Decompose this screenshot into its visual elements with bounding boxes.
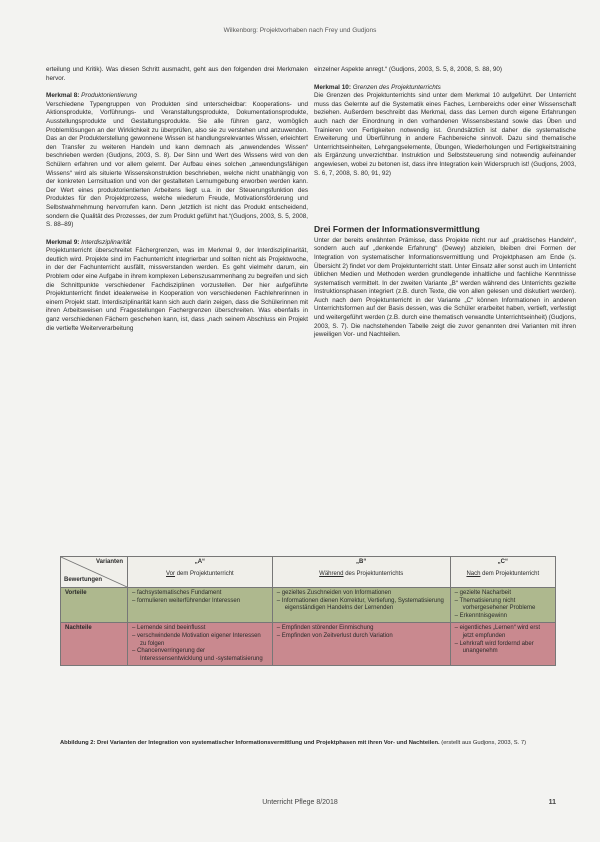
table-corner-cell — [61, 557, 128, 588]
merkmal-9-text: Projektunterricht überschreitet Fächergrenzen, was im Merkmal 9, der Interdisziplinarität, deutlich wird. Projekte sind im Fachunterricht integrierbar und sollten nicht als Projektwoche, in der der Fachunterricht ausfällt, missverstanden werden. Es geht vielmehr darum, ein Problem oder eine Aufgabe in ihrem komplexen Lebenszusammenhang zu begreifen und sich die Schnittpunkte verschiedener Fachdisziplinen vorzustellen. Der hier aufgeführte Projektunterricht findet idealerweise in Kooperation von verschiedenen Fachlehrerinnen in einem Projekt statt. Interdisziplinarität kann sich auch darin zeigen, dass die Schülerinnen mit ihren Arbeitsweisen und Fragestellungen Fachergrenzen überschreiten. Was ebenfalls in ganz verschiedenen Fächern geschehen kann, ist, dass „nach seinem Abschluss ein Projekt die vertiefte Weiterverarbeitung — [46, 247, 308, 332]
table-cell — [272, 588, 450, 623]
list-item: – fachsystematisches Fundament — [132, 590, 268, 598]
list-item: – formulieren weiterführender Interessen — [132, 598, 268, 606]
table-cell — [272, 623, 450, 666]
list-item: – verschwindende Motivation eigener Interessen zu folgen — [132, 633, 268, 648]
corner-label-varianten: Varianten — [95, 559, 123, 565]
column-header-b: „B“ Während des Projektunterrichts — [272, 557, 450, 588]
list-item: – Erkenntnisgewinn — [455, 613, 551, 621]
merkmal-10-text: Die Grenzen des Projektunterrichts sind unter dem Merkmal 10 aufgeführt. Der Unterricht muss das Gelernte auf die Systematik eines Faches, Lernbereichs oder einer Wissenschaft beziehen. Außerdem beschreibt das Merkmal, dass das Lernen durch eigene Erfahrungen auch nach der Einordnung in den vorhandenen Wissensbestand sowie das Üben und Trainieren von Fertigkeiten notwendig ist. Grundsätzlich ist daher die systematische Erweiterung und Überführung in andere Fachbereiche sinnvoll. Dazu sind thematische Unterrichtseinheiten, Lehrgangselemente, Übungen, Wiederholungen und Fertigkeitstraining als Ergänzung unverzichtbar. Instruktion und Selbststeuerung sind notwendig aufeinander angewiesen, wobei zu betonen ist, dass ihre Integration kein Widerspruch ist! (Gudjons, 2003, S. 6, 7, 2008, S. 80, 91, 92) — [314, 92, 576, 177]
list-item: – Informationen dienen Korrektur, Vertiefung, Systematisierung eigenständigen Handelns der Lernenden — [277, 598, 446, 613]
list-item: – eigentliches „Lernen“ wird erst jetzt empfunden — [455, 625, 551, 640]
list-item: – Lehrkraft wird fordernd aber unangenehm — [455, 641, 551, 656]
table-cell — [128, 588, 273, 623]
paragraph: einzelner Aspekte anregt.“ (Gudjons, 2003, S. 5, 8, 2008, S. 88, 90) — [314, 66, 502, 73]
list-item: – Lernende sind beeinflusst — [132, 625, 268, 633]
list-item: – Thematisierung nicht vorhergesehener Probleme — [455, 598, 551, 613]
running-header: Wilkenborg: Projektvorhaben nach Frey und Gudjons — [223, 27, 377, 34]
variants-table — [60, 556, 556, 666]
merkmal-9-heading: Merkmal 9: Interdisziplinarität — [46, 238, 131, 246]
table-cell — [450, 623, 555, 666]
journal-name: Unterricht Pflege 8/2018 — [262, 799, 338, 806]
column-header-c: „C“ Nach dem Projektunterricht — [450, 557, 555, 588]
row-label: Nachteile — [61, 623, 128, 666]
table-cell — [128, 623, 273, 666]
corner-label-bewertungen: Bewertungen — [64, 577, 103, 584]
merkmal-8-heading: Merkmal 8: Produktorientierung — [46, 92, 137, 100]
table-row-vorteile — [61, 588, 556, 623]
figure-caption: Abbildung 2: Drei Varianten der Integration von systematischer Informationsvermittlung und Projektphasen mit ihren Vor- und Nachteilen. (erstellt aus Gudjons, 2003, S. 7) — [60, 740, 527, 746]
table-cell — [450, 588, 555, 623]
list-item: – Empfinden von Zeitverlust durch Variation — [277, 633, 446, 641]
merkmal-8-text: Verschiedene Typengruppen von Produkten sind unterscheidbar: Kooperations- und Aktionsprodukte, Vorführungs- und Veranstaltungsprodukte, Dokumentationsprodukte, Ausstellungsprodukte und Gestaltungsprodukte. Sie alle führen ganz, womöglich Problemlösungen an der Wirklichkeit zu überprüfen, also sie zu verstehen und anzuwenden. Das an der Produkterstellung gewonnene Wissen ist handlungsrelevantes Wissen, erleichtert den Transfer zu weiteren Handeln und kann demnach als „anwendendes Wissen“ beschrieben werden (Gudjons, 2003, S. 8). Der Sinn und Wert des Wissens wird von den Schülern erfahren und vor allem gelernt. Der Aufbau eines solchen „anwendungsfähigen Wissens“ wird als situierte Wissenskonstruktion beschrieben, welche nicht unabhängig von der konkreten Lernsituation und von der gestalteten Lernumgebung erworben werden kann. Der Wert eines produktorientierten Arbeitens liegt u.a. in der Steuerungsfunktion des Produktes für den Projektprozess, welche wiederum Freude, Motivationsförderung und Selbstwahrnehmung hervorrufen kann. Denn „letztlich ist nicht das Produkt entscheidend, sondern die Qualität des Prozesses, der zum Produkt geführt hat.“(Gudjons, 2003, S. 5, 2008, S. 88–89) — [46, 100, 308, 229]
section-text: Unter der bereits erwähnten Prämisse, dass Projekte nicht nur auf „praktisches Handeln“, sondern auch auf „denkende Erfahrung“ (Dewey) abzielen, bleiben drei Formen der Integration von systematischer Informationsvermittlung und Projektphasen am Ende (s. Übersicht 2) findet vor dem Projektunterricht statt. Unter Einsatz aller sonst auch im Unterricht üblichen Medien und Methoden werden grundlegende inhaltliche und fachliche Kenntnisse systematisch vermittelt. In der zweiten Variante „B“ werden während des Unterrichts gezielte Instruktionsphasen integriert (z.B. durch Texte, die von allen gelesen und diskutiert werden). Auch nach dem Projektunterricht in der Variante „C“ können Informationen in anderen Unterrichtsformen auf der Basis dessen, was die Schüler erarbeitet haben, vertieft, verfestigt und weitergeführt werden (z.B. durch eine thematisch verwandte Unterrichtseinheit) (Gudjons, 2003, S. 7). Die nachstehenden Tabelle zeigt die zuvor genannten drei Varianten mit ihren jeweiligen Vor- und Nachteilen. — [314, 236, 576, 339]
section-title: Drei Formen der Informationsvermittlung — [314, 224, 480, 235]
table-header-row — [61, 557, 556, 588]
right-column — [314, 66, 576, 349]
column-header-a: „A“ Vor dem Projektunterricht — [128, 557, 273, 588]
table-row-nachteile — [61, 623, 556, 666]
paragraph: erteilung und Kritik). Was diesen Schritt ausmacht, geht aus den folgenden drei Merkmalen hervor. — [46, 66, 308, 82]
merkmal-10-heading: Merkmal 10: Grenzen des Projektunterrichts — [314, 83, 441, 91]
row-label: Vorteile — [61, 588, 128, 623]
left-column — [46, 66, 308, 342]
list-item: – Empfinden störender Einmischung — [277, 625, 446, 633]
page-number: 11 — [548, 799, 556, 806]
list-item: – Chancenverringerung der Interessensentwicklung und -systematisierung — [132, 648, 268, 663]
list-item: – gezielte Nacharbeit — [455, 590, 551, 598]
list-item: – gezieltes Zuschneiden von Informationen — [277, 590, 446, 598]
